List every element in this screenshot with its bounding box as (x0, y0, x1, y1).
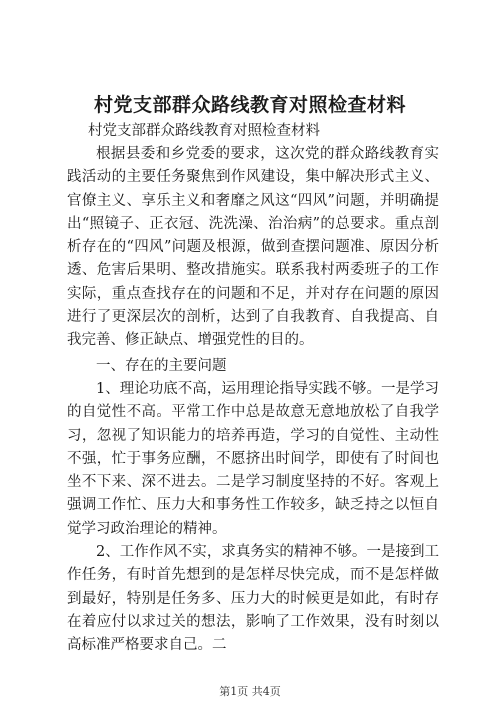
page-footer: 第1页 共4页 (219, 685, 281, 698)
paragraph-intro: 根据县委和乡党委的要求，这次党的群众路线教育实践活动的主要任务聚焦到作风建设，集中解决形式主义、官僚主义、享乐主义和奢靡之风这“四风”问题，并明确提出“照镜子、正衣冠、洗洗澡、治治病”的总要求。重点剖析存在的“四风”问题及根源，做到查摆问题准、原因分析透、危害后果明、整改措施实。联系我村两委班子的工作实际，重点查找存在的问题和不足，并对存在问题的原因进行了更深层次的剖析，达到了自我教育、自我提高、自我完善、修正缺点、增强党性的目的。 (67, 146, 439, 349)
document-body (67, 143, 439, 658)
section-heading: 一、存在的主要问题 (96, 357, 227, 374)
paragraph-issue-2: 2、工作作风不实，求真务实的精神不够。一是接到工作任务，有时首先想到的是怎样尽快完成，而不是怎样做到最好，特别是任务多、压力大的时候更是如此，有时存在着应付以求过关的想法，影响了工作效果，没有时刻以高标准严格要求自己。二 (67, 544, 439, 654)
document-subtitle: 村党支部群众路线教育对照检查材料 (88, 123, 320, 139)
paragraph-issue-1: 1、理论功底不高，运用理论指导实践不够。一是学习的自觉性不高。平常工作中总是故意无意地放松了自我学习，忽视了知识能力的培养再造，学习的自觉性、主动性不强，忙于事务应酬，不愿挤出时间学，即使有了时间也坐不下来、深不进去。二是学习制度坚持的不好。客观上强调工作忙、压力大和事务性工作较多，缺乏持之以恒自觉学习政治理论的精神。 (67, 380, 439, 537)
document-title: 村党支部群众路线教育对照检查材料 (93, 94, 406, 116)
